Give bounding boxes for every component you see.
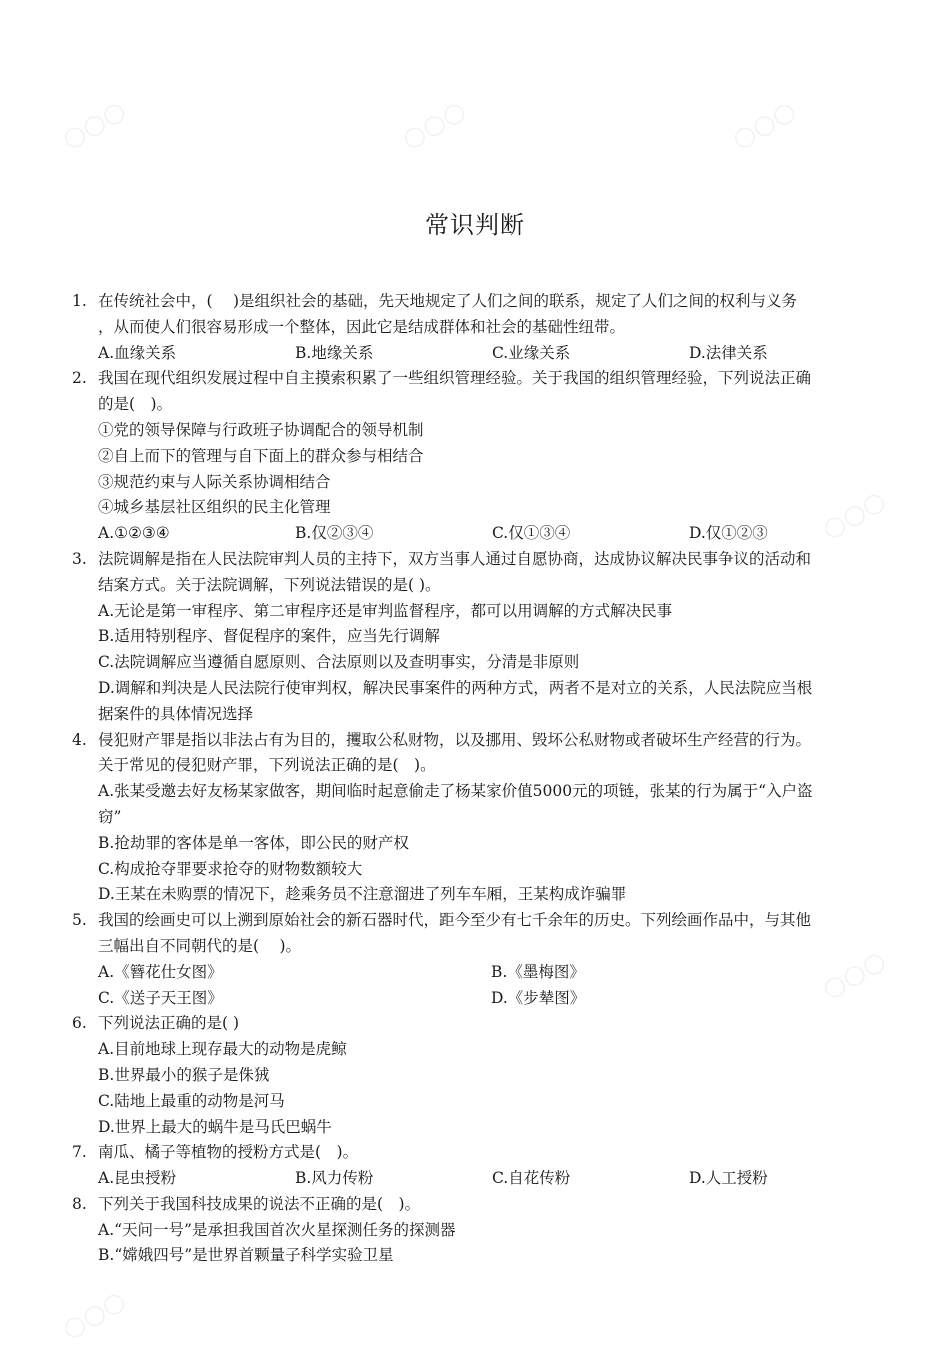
question-number: 8. [72,1194,87,1213]
options-row [98,1166,873,1192]
question-item: B.适用特别程序、督促程序的案件，应当先行调解 [98,627,440,646]
options-row [98,341,873,367]
question-text: 的是( )。 [98,395,173,414]
option: B.风力传粉 [295,1169,374,1188]
question-item: D.世界上最大的蜗牛是马氏巴蜗牛 [98,1117,332,1136]
question [68,289,873,366]
question-text: 侵犯财产罪是指以非法占有为目的，攫取公私财物，以及挪用、毁坏公私财物或者破坏生产经营的行为。 [98,730,812,749]
question-number: 5. [72,911,87,930]
question-item: B.抢劫罪的客体是单一客体，即公民的财产权 [98,833,409,852]
question [68,366,873,547]
option: A.血缘关系 [98,343,177,362]
option: C.《送子天王图》 [98,988,223,1007]
question-text: 在传统社会中，( )是组织社会的基础，先天地规定了人们之间的联系，规定了人们之间的权利与义务 [98,292,798,310]
question-item: B.“嫦娥四号”是世界首颗量子科学实验卫星 [98,1246,394,1265]
question-item: ④城乡基层社区组织的民主化管理 [98,498,331,517]
question [68,1192,873,1269]
question-text: 我国在现代组织发展过程中自主摸索积累了一些组织管理经验。关于我国的组织管理经验，下列说法正确 [98,369,812,388]
option: D.法律关系 [689,343,768,362]
watermark: ○○○ [57,1284,132,1345]
question-item: C.构成抢夺罪要求抢夺的财物数额较大 [98,859,363,878]
question-number: 4. [72,730,87,749]
watermark: ○○○ [727,94,802,156]
option: D.仅①②③ [689,524,768,543]
question [68,908,873,1011]
question-list [68,289,873,1269]
question [68,1140,873,1192]
option: B.《墨梅图》 [491,962,585,981]
question-text: 关于常见的侵犯财产罪，下列说法正确的是( )。 [98,756,436,775]
options-row [98,521,873,547]
page-title: 常识判断 [425,211,525,239]
option: C.自花传粉 [492,1169,571,1188]
option: D.《步辇图》 [491,988,586,1007]
question-text: 法院调解是指在人民法院审判人员的主持下，双方当事人通过自愿协商，达成协议解决民事争议的活动和 [98,549,812,568]
options-grid [98,960,873,1012]
question-item: ③规范约束与人际关系协调相结合 [98,472,331,491]
question-number: 2. [72,369,87,388]
question-item: D.王某在未购票的情况下，趁乘务员不注意溜进了列车车厢，王某构成诈骗罪 [98,885,627,904]
watermark: ○○○ [57,94,132,156]
question-text: 我国的绘画史可以上溯到原始社会的新石器时代，距今至少有七千余年的历史。下列绘画作品中，与其他 [98,911,812,930]
question-number: 7. [72,1143,87,1162]
question-item: ②自上而下的管理与自下面上的群众参与相结合 [98,446,424,465]
question-number: 1. [72,292,87,310]
question-item: C.陆地上最重的动物是河马 [98,1091,285,1110]
option: A.《簪花仕女图》 [98,962,223,981]
question-item: 据案件的具体情况选择 [98,704,254,723]
question-number: 3. [72,549,87,568]
question-item: A.“天问一号”是承担我国首次火星探测任务的探测器 [98,1220,456,1239]
option: C.仅①③④ [492,524,571,543]
question [68,728,873,909]
question-item: A.无论是第一审程序、第二审程序还是审判监督程序，都可以用调解的方式解决民事 [98,601,673,620]
option: B.地缘关系 [295,343,374,362]
watermark: ○○○ [397,94,472,156]
question-number: 6. [72,1014,87,1033]
watermark: ○○○ [817,944,892,1006]
question-text: 三幅出自不同朝代的是( )。 [98,936,302,955]
option: A.昆虫授粉 [98,1169,177,1188]
option: C.业缘关系 [492,343,571,362]
question-item: C.法院调解应当遵循自愿原则、合法原则以及查明事实，分清是非原则 [98,653,580,672]
question-item: B.世界最小的猴子是侏狨 [98,1065,270,1084]
question-item: ①党的领导保障与行政班子协调配合的领导机制 [98,420,424,439]
question-item: A.目前地球上现存最大的动物是虎鲸 [98,1040,347,1059]
option: D.人工授粉 [689,1169,768,1188]
option: B.仅②③④ [295,524,374,543]
question-item: 窃” [98,807,122,826]
question-text: 下列关于我国科技成果的说法不正确的是( )。 [98,1194,421,1213]
option: A.①②③④ [98,524,170,543]
question-item: D.调解和判决是人民法院行使审判权，解决民事案件的两种方式，两者不是对立的关系，人民法院应当根 [98,678,813,697]
question-text: ，从而使人们很容易形成一个整体，因此它是结成群体和社会的基础性纽带。 [98,317,626,336]
question-text: 南瓜、橘子等植物的授粉方式是( )。 [98,1143,359,1162]
question [68,1011,873,1140]
watermark: ○○○ [817,484,892,546]
question-item: A.张某受邀去好友杨某家做客，期间临时起意偷走了杨某家价值5000元的项链，张某的行为属于“入户盗 [98,782,813,801]
question [68,547,873,728]
question-text: 下列说法正确的是( ) [98,1014,240,1033]
question-text: 结案方式。关于法院调解，下列说法错误的是( )。 [98,575,441,594]
